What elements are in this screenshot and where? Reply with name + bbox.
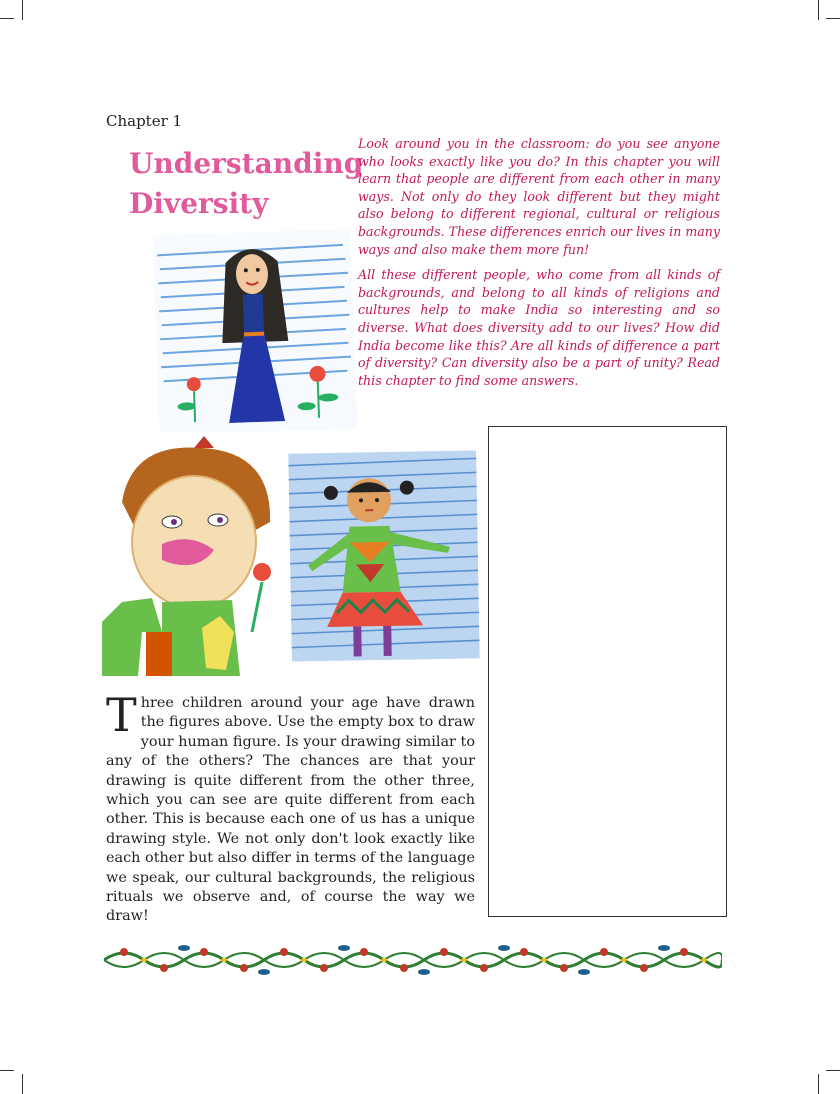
vine-border-svg xyxy=(104,938,722,978)
chapter-title: Understanding Diversity xyxy=(129,147,364,220)
child-drawing-boy-with-flower xyxy=(102,432,292,676)
empty-drawing-box[interactable] xyxy=(488,426,727,917)
body-text: hree children around your age have drawn the figures above. Use the empty box to draw your human figure. Is your drawing similar to any of the others? The chances are that your drawing is quite different from the other three, which you can see are quite different from each other. This is because each one of us has a unique drawing style. We not only don't look exactly like each other but also differ in terms of the language we speak, our cultural backgrounds, the religious rituals we observe and, of course the way we draw! xyxy=(106,695,475,925)
intro-paragraph-2: All these different people, who come from all kinds of backgrounds, and belong to all kinds of religions and cultures help to make India so interesting and so diverse. What does diversity add to our lives? How did India become like this? Are all kinds of difference a part of diversity? Can diversity also be a part of unity? Read this chapter to find some answers. xyxy=(358,267,720,388)
crop-mark-bottom-right-h xyxy=(826,1070,840,1071)
drop-cap-letter: T xyxy=(106,688,137,742)
crop-mark-top-right xyxy=(818,0,819,20)
child-drawing-girl-patterned-dress xyxy=(288,450,480,661)
drawing-girl-long-hair-svg xyxy=(153,229,358,436)
crop-mark-bottom-left-h xyxy=(0,1070,14,1071)
drawing-boy-svg xyxy=(102,432,292,676)
drawing-girl-dress-svg xyxy=(288,450,480,661)
chapter-label: Chapter 1 xyxy=(106,112,183,130)
crop-mark-bottom-left xyxy=(22,1074,23,1094)
intro-text xyxy=(358,135,720,397)
intro-paragraph-1: Look around you in the classroom: do you see anyone who looks exactly like you do? In this chapter you will learn that people are different from each other in many ways. Not only do they look different but they might also belong to different regional, cultural or religious backgrounds. These differences enrich our lives in many ways and also make them more fun! xyxy=(358,136,720,257)
body-paragraph xyxy=(106,688,475,927)
child-drawing-girl-long-hair xyxy=(153,229,358,436)
crop-mark-top-left xyxy=(22,0,23,20)
crop-mark-bottom-right xyxy=(818,1074,819,1094)
crop-mark-top-left-h xyxy=(0,18,14,19)
crop-mark-top-right-h xyxy=(826,18,840,19)
decorative-vine-border xyxy=(104,938,722,978)
